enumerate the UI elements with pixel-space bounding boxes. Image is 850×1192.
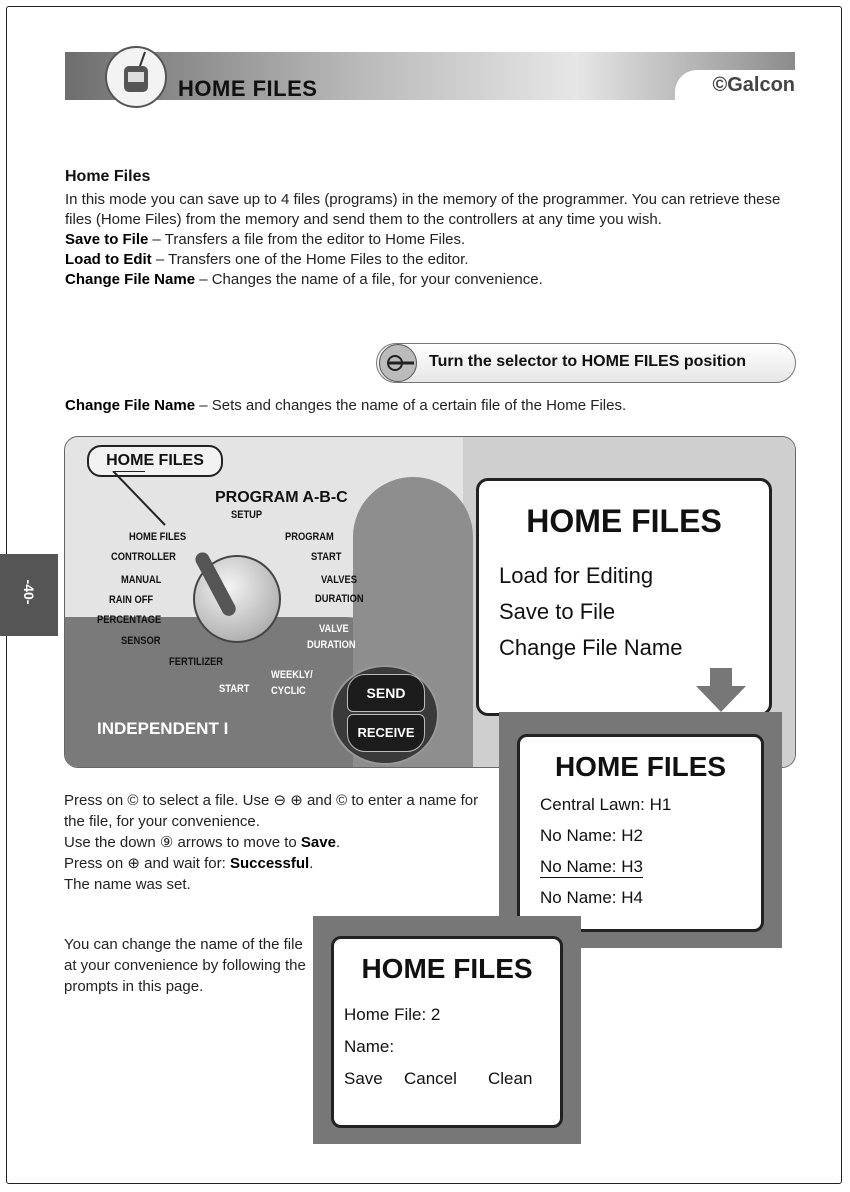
tag-pointer-icon	[105, 471, 185, 531]
change-name-desc: – Sets and changes the name of a certain file of the Home Files.	[195, 397, 627, 414]
page-number-tab	[0, 554, 58, 636]
dial-label: DURATION	[315, 593, 364, 605]
dial-label: VALVE	[319, 623, 349, 635]
selector-hint	[376, 343, 796, 383]
change-name-line	[65, 397, 626, 414]
dial-label: HOME FILES	[129, 531, 187, 543]
instruction-line: Press on ⊕ and wait for: Successful.	[64, 855, 314, 872]
home-file-item[interactable]: No Name: H4	[540, 888, 643, 907]
lcd-title: HOME FILES	[554, 751, 727, 782]
dial-label: CONTROLLER	[111, 551, 176, 563]
file-name-field[interactable]: Name:	[344, 1037, 395, 1056]
save-action[interactable]: Save	[344, 1069, 383, 1088]
dial-label: FERTILIZER	[169, 656, 224, 668]
page-title: HOME FILES	[178, 76, 318, 101]
instruction-emphasis: Successful	[229, 855, 310, 872]
program-abc-label: PROGRAM A-B-C	[215, 489, 348, 506]
page-number: -40-	[21, 579, 37, 605]
page-header	[65, 52, 795, 100]
dial-label-setup: SETUP	[231, 509, 263, 521]
clean-action[interactable]: Clean	[488, 1069, 533, 1088]
intro-text	[65, 190, 805, 290]
dial-label: SENSOR	[121, 635, 161, 647]
tip-text: You can change the name of the file at your convenience by following the prompts in this page.	[64, 936, 306, 995]
instruction-text: Use the down ⑨ arrows to move to	[64, 834, 301, 851]
intro-item-desc: – Transfers one of the Home Files to the editor.	[151, 251, 469, 268]
change-name-term: Change File Name	[65, 397, 196, 414]
instruction-line: The name was set.	[64, 876, 191, 893]
instructions	[64, 790, 494, 895]
selector-hint-text: Turn the selector to HOME FILES position	[429, 353, 747, 370]
home-file-number: Home File: 2	[344, 1005, 441, 1024]
instruction-text: Press on ⊕ and wait for:	[64, 855, 230, 872]
lcd-list-screen	[517, 734, 764, 932]
down-arrow-icon	[696, 668, 756, 714]
intro-item-desc: – Changes the name of a file, for your convenience.	[195, 271, 543, 288]
dial-label: START	[311, 551, 342, 563]
intro-item	[65, 270, 805, 290]
instruction-line: Use the down ⑨ arrows to move to Save.	[64, 834, 341, 851]
intro-item	[65, 250, 805, 270]
cancel-action[interactable]: Cancel	[404, 1069, 457, 1088]
intro-item	[65, 230, 805, 250]
home-file-item[interactable]: No Name: H2	[540, 826, 643, 845]
section-heading: Home Files	[65, 168, 151, 185]
dial-label: PERCENTAGE	[97, 614, 162, 626]
home-files-tag: HOME FILES	[87, 445, 223, 477]
intro-item-desc: – Transfers a file from the editor to Home Files.	[148, 231, 466, 248]
intro-paragraph: In this mode you can save up to 4 files (programs) in the memory of the programmer. You can retrieve these files (Home Files) from the memory and send them to the controllers at any time you wish.	[65, 191, 781, 228]
intro-item-term: Load to Edit	[65, 251, 152, 268]
independent-label: INDEPENDENT I	[97, 719, 229, 738]
intro-item-term: Change File Name	[65, 271, 196, 288]
dial-label: RAIN OFF	[109, 594, 154, 606]
programmer-device-icon	[105, 46, 167, 108]
dial-label: START	[219, 683, 250, 695]
dial-label: PROGRAM	[285, 531, 334, 543]
lcd-menu-item[interactable]: Change File Name	[499, 635, 683, 660]
home-file-item[interactable]: Central Lawn: H1	[540, 795, 672, 814]
instruction-emphasis: Save	[300, 834, 336, 851]
dial-label: CYCLIC	[271, 685, 306, 697]
lcd-title: HOME FILES	[361, 953, 533, 984]
dial-label: DURATION	[307, 639, 356, 651]
brand-logo: ©Galcon	[712, 74, 795, 96]
instruction-line: Press on © to select a file. Use ⊖ ⊕ and © to enter a name for the file, for your convenience.	[64, 792, 479, 830]
intro-item-term: Save to File	[65, 231, 149, 248]
selector-knob-icon	[379, 344, 417, 382]
send-button[interactable]: SEND	[347, 674, 425, 712]
lcd-title: HOME FILES	[526, 503, 722, 539]
lcd-edit-screen	[331, 936, 563, 1128]
lcd-menu-item[interactable]: Load for Editing	[499, 563, 654, 588]
dial-label: MANUAL	[121, 574, 162, 586]
receive-button[interactable]: RECEIVE	[347, 714, 425, 752]
dial-label: WEEKLY/	[271, 669, 313, 681]
home-file-item-selected[interactable]: No Name: H3	[540, 857, 643, 876]
lcd-menu-item[interactable]: Save to File	[499, 599, 616, 624]
dial-label: VALVES	[321, 574, 358, 586]
